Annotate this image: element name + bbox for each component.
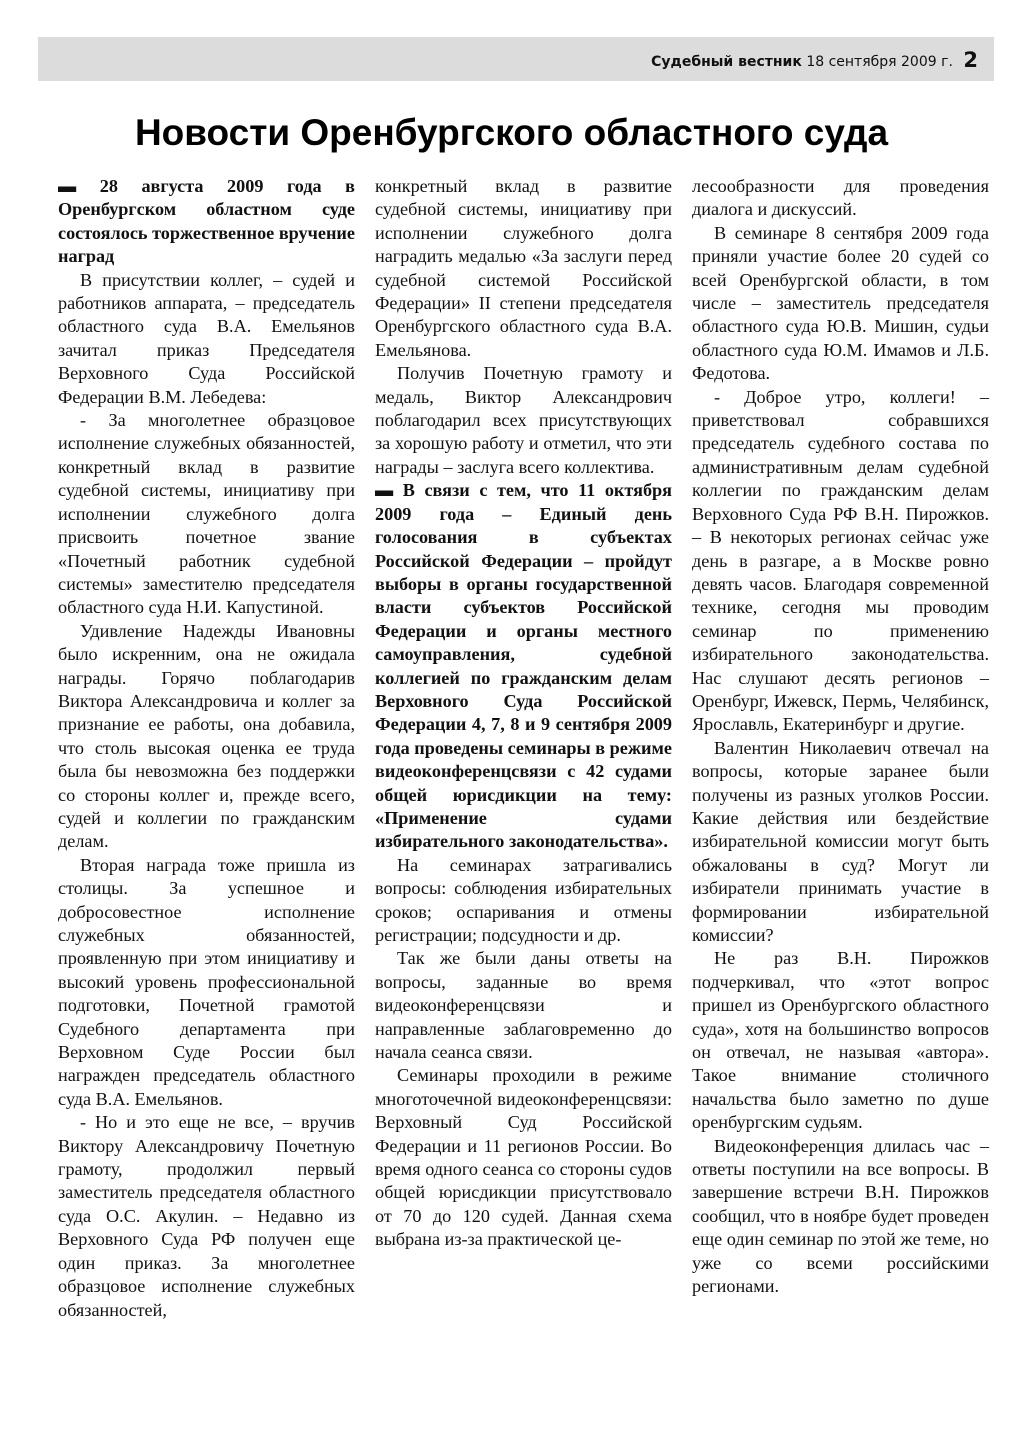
paragraph: Видеоконференция длилась час – ответы поступили на все вопросы. В завершение встречи В.Н. Пирожков сообщил, что в ноябре будет проведен еще один семинар по этой же теме, но уже со всеми российскими регионами. (692, 1135, 989, 1297)
paragraph: Так же были даны ответы на вопросы, заданные во время видеоконференцсвязи и направленные заблаговременно до начала сеанса связи. (375, 948, 672, 1063)
paragraph: Получив Почетную грамоту и медаль, Виктор Александрович поблагодарил всех присутствующих за хорошую работу и отметил, что эти награды – заслуга всего коллектива. (375, 363, 672, 477)
paragraph: Не раз В.Н. Пирожков подчеркивал, что «этот вопрос пришел из Оренбургского областного суда», хотя на большинство вопросов он отвечал, не называя «автора». Такое внимание столичного начальства было заметно по душе оренбургским судьям. (692, 948, 989, 1133)
article-lead: ▬ В связи с тем, что 11 октября 2009 года – Единый день голосования в субъектах Российской Федерации – пройдут выборы в органы государственной власти субъектов Российской Федерации и органы местного самоуправления, судебной коллегией по гражданским делам Верховного Суда Российской Федерации 4, 7, 8 и 9 сентября 2009 года проведены семинары в режиме видеоконференцсвязи с 42 судами общей юрисдикции на тему: «Применение судами избирательного законодательства». (375, 480, 672, 852)
column-1 (58, 175, 355, 1322)
paragraph: Вторая награда тоже пришла из столицы. За успешное и добросовестное исполнение служебных обязанностей, проявленную при этом инициативу и высокий уровень профессиональной подготовки, Почетной грамотой Судебного департамента при Верховном Суде России был награжден председатель областного суда В.А. Емельянов. (58, 854, 355, 1109)
paragraph: Семинары проходили в режиме многоточечной видеоконференцсвязи: Верховный Суд Российской Федерации и 11 регионов России. Во время одного сеанса со стороны судов общей юрисдикции присутствовало от 70 до 120 судей. Данная схема выбрана из-за практической це- (375, 1065, 672, 1250)
column-2 (375, 175, 672, 1252)
column-3 (692, 175, 989, 1299)
paragraph: На семинарах затрагивались вопросы: соблюдения избирательных сроков; оспаривания и отмены регистрации; подсудности и др. (375, 854, 672, 945)
paragraph: лесообразности для проведения диалога и дискуссий. (692, 176, 989, 220)
paragraph: В присутствии коллег, – судей и работников аппарата, – председатель областного суда В.А. Емельянов зачитал приказ Председателя Верховного Суда Российской Федерации В.М. Лебедева: (58, 269, 355, 407)
page-header (38, 37, 994, 81)
paragraph: Удивление Надежды Ивановны было искренним, она не ожидала награды. Горячо поблагодарив Виктора Александровича и коллег за признание ее работы, она добавила, что столь высокая оценка ее труда была бы невозможна без поддержки со стороны коллег и, прежде всего, судей и коллегии по гражданским делам. (58, 620, 355, 852)
paragraph: - Но и это еще не все, – вручив Виктору Александровичу Почетную грамоту, продолжил первый заместитель председателя областного суда О.С. Акулин. – Недавно из Верховного Суда РФ получен еще один приказ. За многолетнее образцовое исполнение служебных обязанностей, (58, 1112, 355, 1320)
paragraph: В семинаре 8 сентября 2009 года приняли участие более 20 судей со всей Оренбургской области, в том числе – заместитель председателя областного суда Ю.В. Мишин, судьи областного суда Ю.М. Имамов и Л.Б. Федотова. (692, 222, 989, 384)
paragraph: Валентин Николаевич отвечал на вопросы, которые заранее были получены из разных уголков России. Какие действия или бездействие избирательной комиссии могут быть обжалованы в суд? Могут ли избиратели принимать участие в формировании избирательной комиссии? (692, 737, 989, 945)
issue-date: 18 сентября 2009 г. (806, 54, 953, 70)
page-number: 2 (963, 48, 978, 72)
article-lead: ▬ 28 августа 2009 года в Оренбургском областном суде состоялось торжественное вручение наград (58, 176, 355, 267)
paragraph: - Доброе утро, коллеги! – приветствовал собравшихся председатель судебного состава по административным делам судебной коллегии по гражданским делам Верховного Суда РФ В.Н. Пирожков. – В некоторых регионах сейчас уже день в разгаре, а в Москве ровно девять часов. Благодаря современной технике, сегодня мы проводим семинар по применению избирательного законодательства. Нас слушают десять регионов – Оренбург, Ижевск, Пермь, Челябинск, Ярославль, Екатеринбург и другие. (692, 386, 989, 735)
paragraph: конкретный вклад в развитие судебной системы, инициативу при исполнении служебного долга наградить медалью «За заслуги перед судебной системой Российской Федерации» II степени председателя Оренбургского областного суда В.А. Емельянова. (375, 176, 672, 360)
page-title: Новости Оренбургского областного суда (134, 112, 889, 153)
header-info (651, 47, 978, 71)
paragraph: - За многолетнее образцовое исполнение служебных обязанностей, конкретный вклад в развитие судебной системы, инициативу при исполнении служебного долга присвоить почетное звание «Почетный работник судебной системы» заместителю председателя областного суда Н.И. Капустиной. (58, 410, 355, 618)
publication-name: Судебный вестник (651, 54, 802, 70)
